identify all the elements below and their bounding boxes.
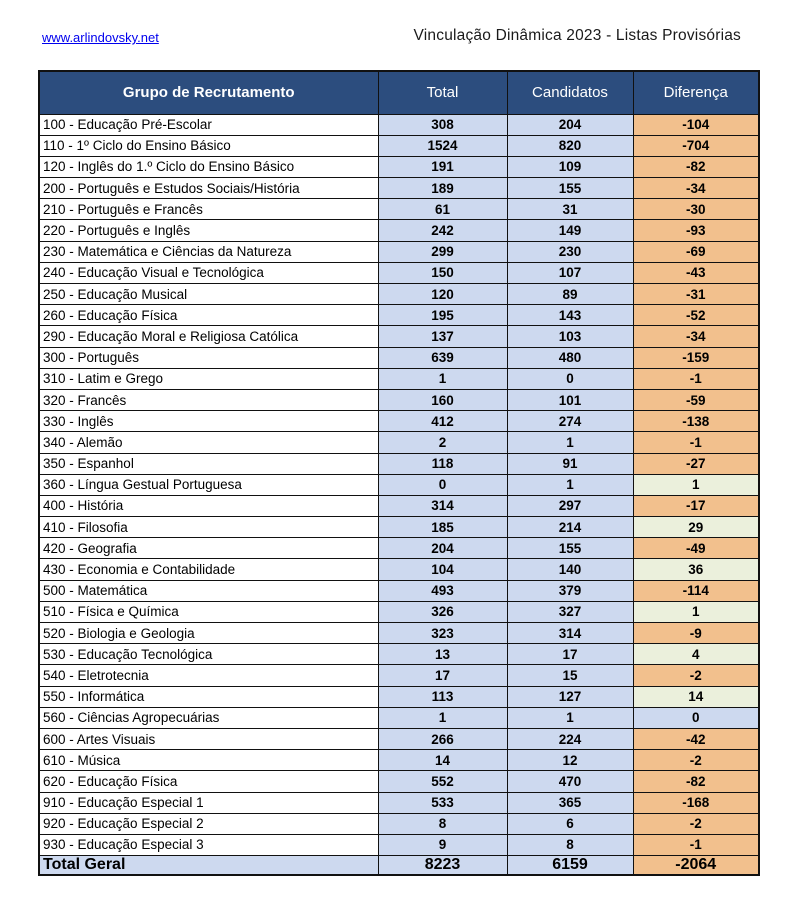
candidatos-cell: 149 xyxy=(507,220,633,241)
diferenca-cell: -17 xyxy=(633,495,759,516)
candidatos-cell: 8 xyxy=(507,834,633,855)
candidatos-cell: 155 xyxy=(507,178,633,199)
diferenca-cell: -1 xyxy=(633,432,759,453)
total-cell: 552 xyxy=(378,771,507,792)
candidatos-cell: 470 xyxy=(507,771,633,792)
diferenca-cell: -2 xyxy=(633,813,759,834)
grupo-cell: 550 - Informática xyxy=(39,686,378,707)
diferenca-cell: -2 xyxy=(633,750,759,771)
table-body xyxy=(39,114,759,856)
diferenca-cell: -82 xyxy=(633,771,759,792)
total-diferenca-cell: -2064 xyxy=(633,856,759,876)
diferenca-cell: 29 xyxy=(633,517,759,538)
total-cell: 17 xyxy=(378,665,507,686)
table-row xyxy=(39,623,759,644)
candidatos-cell: 224 xyxy=(507,728,633,749)
total-cell: 104 xyxy=(378,559,507,580)
total-cell: 137 xyxy=(378,326,507,347)
grupo-cell: 610 - Música xyxy=(39,750,378,771)
candidatos-cell: 314 xyxy=(507,623,633,644)
table-row xyxy=(39,220,759,241)
diferenca-cell: 4 xyxy=(633,644,759,665)
grupo-cell: 400 - História xyxy=(39,495,378,516)
grupo-cell: 210 - Português e Francês xyxy=(39,199,378,220)
diferenca-cell: -159 xyxy=(633,347,759,368)
total-cell: 185 xyxy=(378,517,507,538)
table-row xyxy=(39,432,759,453)
table-row xyxy=(39,580,759,601)
table-row xyxy=(39,665,759,686)
grupo-cell: 430 - Economia e Contabilidade xyxy=(39,559,378,580)
top-bar xyxy=(0,0,803,70)
total-cell: 150 xyxy=(378,262,507,283)
grupo-cell: 290 - Educação Moral e Religiosa Católica xyxy=(39,326,378,347)
diferenca-cell: 1 xyxy=(633,474,759,495)
diferenca-cell: -43 xyxy=(633,262,759,283)
grupo-cell: 350 - Espanhol xyxy=(39,453,378,474)
grupo-cell: 530 - Educação Tecnológica xyxy=(39,644,378,665)
grupo-cell: 910 - Educação Especial 1 xyxy=(39,792,378,813)
candidatos-cell: 127 xyxy=(507,686,633,707)
grupo-cell: 340 - Alemão xyxy=(39,432,378,453)
table-row xyxy=(39,135,759,156)
candidatos-cell: 297 xyxy=(507,495,633,516)
grupo-cell: 920 - Educação Especial 2 xyxy=(39,813,378,834)
candidatos-cell: 274 xyxy=(507,411,633,432)
diferenca-cell: -9 xyxy=(633,623,759,644)
diferenca-cell: -34 xyxy=(633,326,759,347)
total-label-cell: Total Geral xyxy=(39,856,378,876)
grupo-cell: 240 - Educação Visual e Tecnológica xyxy=(39,262,378,283)
table-row xyxy=(39,156,759,177)
grupo-cell: 300 - Português xyxy=(39,347,378,368)
diferenca-cell: -27 xyxy=(633,453,759,474)
table-row xyxy=(39,114,759,135)
column-header-grupo: Grupo de Recrutamento xyxy=(39,71,378,114)
total-cell: 533 xyxy=(378,792,507,813)
candidatos-cell: 1 xyxy=(507,707,633,728)
grupo-cell: 120 - Inglês do 1.º Ciclo do Ensino Básico xyxy=(39,156,378,177)
grupo-cell: 510 - Física e Química xyxy=(39,601,378,622)
candidatos-cell: 0 xyxy=(507,368,633,389)
table-row xyxy=(39,495,759,516)
diferenca-cell: 36 xyxy=(633,559,759,580)
total-row xyxy=(39,856,759,876)
table-row xyxy=(39,792,759,813)
diferenca-cell: -52 xyxy=(633,305,759,326)
diferenca-cell: -59 xyxy=(633,389,759,410)
column-header-total: Total xyxy=(378,71,507,114)
diferenca-cell: -1 xyxy=(633,368,759,389)
diferenca-cell: -168 xyxy=(633,792,759,813)
total-cell: 191 xyxy=(378,156,507,177)
candidatos-cell: 15 xyxy=(507,665,633,686)
candidatos-cell: 17 xyxy=(507,644,633,665)
candidatos-cell: 109 xyxy=(507,156,633,177)
table-row xyxy=(39,178,759,199)
grupo-cell: 540 - Eletrotecnia xyxy=(39,665,378,686)
table-row xyxy=(39,813,759,834)
candidatos-cell: 214 xyxy=(507,517,633,538)
candidatos-cell: 204 xyxy=(507,114,633,135)
total-cell: 1524 xyxy=(378,135,507,156)
table-row xyxy=(39,644,759,665)
grupo-cell: 230 - Matemática e Ciências da Natureza xyxy=(39,241,378,262)
column-header-diferenca: Diferença xyxy=(633,71,759,114)
total-cell: 14 xyxy=(378,750,507,771)
grupo-cell: 410 - Filosofia xyxy=(39,517,378,538)
diferenca-cell: -69 xyxy=(633,241,759,262)
total-cell: 266 xyxy=(378,728,507,749)
table-row xyxy=(39,305,759,326)
total-cell: 13 xyxy=(378,644,507,665)
total-cell: 326 xyxy=(378,601,507,622)
grupo-cell: 930 - Educação Especial 3 xyxy=(39,834,378,855)
total-cell: 1 xyxy=(378,707,507,728)
total-cell: 204 xyxy=(378,538,507,559)
table-footer xyxy=(39,856,759,876)
column-header-candidatos: Candidatos xyxy=(507,71,633,114)
table-row xyxy=(39,284,759,305)
total-candidatos-cell: 6159 xyxy=(507,856,633,876)
page-title: Vinculação Dinâmica 2023 - Listas Provisórias xyxy=(413,27,741,44)
grupo-cell: 310 - Latim e Grego xyxy=(39,368,378,389)
diferenca-cell: -93 xyxy=(633,220,759,241)
grupo-cell: 520 - Biologia e Geologia xyxy=(39,623,378,644)
diferenca-cell: -34 xyxy=(633,178,759,199)
grupo-cell: 220 - Português e Inglês xyxy=(39,220,378,241)
table-row xyxy=(39,771,759,792)
grupo-cell: 600 - Artes Visuais xyxy=(39,728,378,749)
diferenca-cell: -2 xyxy=(633,665,759,686)
site-link[interactable]: www.arlindovsky.net xyxy=(42,30,159,45)
candidatos-cell: 12 xyxy=(507,750,633,771)
total-cell: 299 xyxy=(378,241,507,262)
table-row xyxy=(39,834,759,855)
total-cell: 493 xyxy=(378,580,507,601)
diferenca-cell: -138 xyxy=(633,411,759,432)
total-cell: 412 xyxy=(378,411,507,432)
total-cell: 113 xyxy=(378,686,507,707)
diferenca-cell: -30 xyxy=(633,199,759,220)
diferenca-cell: -49 xyxy=(633,538,759,559)
total-cell: 242 xyxy=(378,220,507,241)
candidatos-cell: 91 xyxy=(507,453,633,474)
diferenca-cell: -31 xyxy=(633,284,759,305)
total-cell: 189 xyxy=(378,178,507,199)
candidatos-cell: 31 xyxy=(507,199,633,220)
candidatos-cell: 107 xyxy=(507,262,633,283)
candidatos-cell: 143 xyxy=(507,305,633,326)
table-row xyxy=(39,517,759,538)
candidatos-cell: 820 xyxy=(507,135,633,156)
table-row xyxy=(39,707,759,728)
table-row xyxy=(39,750,759,771)
diferenca-cell: 0 xyxy=(633,707,759,728)
total-cell: 61 xyxy=(378,199,507,220)
total-cell: 118 xyxy=(378,453,507,474)
recruitment-table xyxy=(38,70,760,876)
total-cell: 639 xyxy=(378,347,507,368)
table-row xyxy=(39,601,759,622)
candidatos-cell: 6 xyxy=(507,813,633,834)
table-row xyxy=(39,347,759,368)
diferenca-cell: -104 xyxy=(633,114,759,135)
table-row xyxy=(39,389,759,410)
table-row xyxy=(39,326,759,347)
total-cell: 195 xyxy=(378,305,507,326)
diferenca-cell: -704 xyxy=(633,135,759,156)
total-cell: 0 xyxy=(378,474,507,495)
candidatos-cell: 103 xyxy=(507,326,633,347)
grupo-cell: 500 - Matemática xyxy=(39,580,378,601)
total-cell: 314 xyxy=(378,495,507,516)
table-row xyxy=(39,368,759,389)
diferenca-cell: 1 xyxy=(633,601,759,622)
table-row xyxy=(39,559,759,580)
diferenca-cell: 14 xyxy=(633,686,759,707)
table-row xyxy=(39,262,759,283)
header-row xyxy=(39,71,759,114)
candidatos-cell: 155 xyxy=(507,538,633,559)
total-cell: 160 xyxy=(378,389,507,410)
total-cell: 1 xyxy=(378,368,507,389)
total-cell: 2 xyxy=(378,432,507,453)
candidatos-cell: 101 xyxy=(507,389,633,410)
candidatos-cell: 89 xyxy=(507,284,633,305)
candidatos-cell: 379 xyxy=(507,580,633,601)
candidatos-cell: 230 xyxy=(507,241,633,262)
candidatos-cell: 1 xyxy=(507,474,633,495)
diferenca-cell: -1 xyxy=(633,834,759,855)
table-row xyxy=(39,474,759,495)
table-row xyxy=(39,453,759,474)
total-cell: 9 xyxy=(378,834,507,855)
table-row xyxy=(39,199,759,220)
grupo-cell: 100 - Educação Pré-Escolar xyxy=(39,114,378,135)
table-row xyxy=(39,686,759,707)
grupo-cell: 620 - Educação Física xyxy=(39,771,378,792)
table-row xyxy=(39,241,759,262)
grupo-cell: 110 - 1º Ciclo do Ensino Básico xyxy=(39,135,378,156)
total-cell: 8 xyxy=(378,813,507,834)
table-row xyxy=(39,538,759,559)
candidatos-cell: 480 xyxy=(507,347,633,368)
table-row xyxy=(39,411,759,432)
total-cell: 120 xyxy=(378,284,507,305)
grupo-cell: 320 - Francês xyxy=(39,389,378,410)
grupo-cell: 360 - Língua Gestual Portuguesa xyxy=(39,474,378,495)
table-row xyxy=(39,728,759,749)
grupo-cell: 420 - Geografia xyxy=(39,538,378,559)
grupo-cell: 560 - Ciências Agropecuárias xyxy=(39,707,378,728)
diferenca-cell: -42 xyxy=(633,728,759,749)
candidatos-cell: 365 xyxy=(507,792,633,813)
candidatos-cell: 140 xyxy=(507,559,633,580)
total-cell: 308 xyxy=(378,114,507,135)
total-cell: 323 xyxy=(378,623,507,644)
table-header xyxy=(39,71,759,114)
grupo-cell: 200 - Português e Estudos Sociais/História xyxy=(39,178,378,199)
grupo-cell: 330 - Inglês xyxy=(39,411,378,432)
total-total-cell: 8223 xyxy=(378,856,507,876)
diferenca-cell: -114 xyxy=(633,580,759,601)
grupo-cell: 250 - Educação Musical xyxy=(39,284,378,305)
candidatos-cell: 1 xyxy=(507,432,633,453)
grupo-cell: 260 - Educação Física xyxy=(39,305,378,326)
candidatos-cell: 327 xyxy=(507,601,633,622)
diferenca-cell: -82 xyxy=(633,156,759,177)
